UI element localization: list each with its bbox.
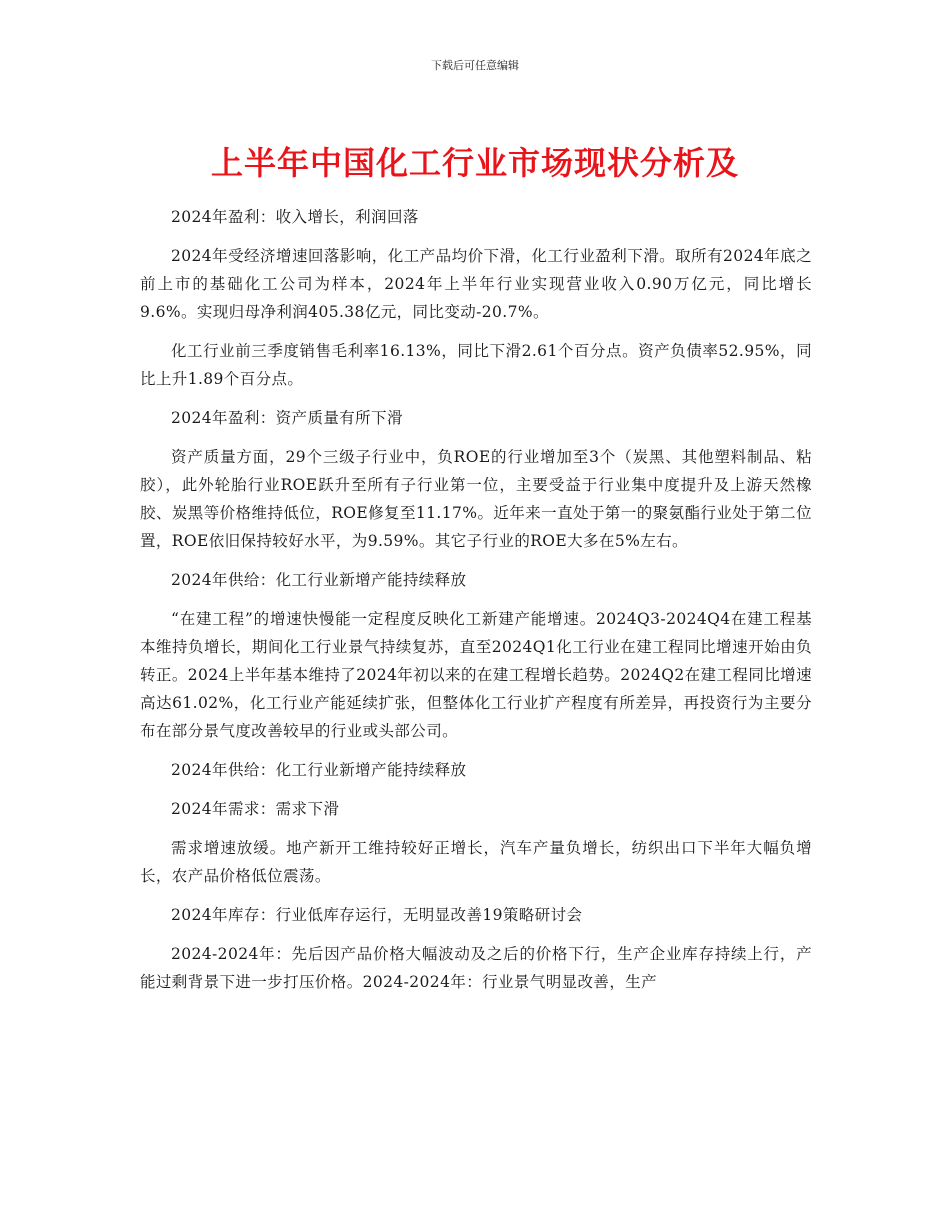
paragraph-gross-margin: 化工行业前三季度销售毛利率16.13%，同比下滑2.61个百分点。资产负债率52.95%，同比上升1.89个百分点。 [140,342,812,388]
section-heading-profit-revenue: 2024年盈利：收入增长，利润回落 [171,208,419,226]
section-heading-supply-repeat: 2024年供给：化工行业新增产能持续释放 [171,761,467,779]
section-heading-asset-quality: 2024年盈利：资产质量有所下滑 [171,409,403,427]
header-note: 下载后可任意编辑 [431,59,519,72]
paragraph-asset-quality: 资产质量方面，29个三级子行业中，负ROE的行业增加至3个（炭黑、其他塑料制品、粘胶），此外轮胎行业ROE跃升至所有子行业第一位，主要受益于行业集中度提升及上游天然橡胶、炭黑等价格维持低位，ROE修复至11.17%。近年来一直处于第一的聚氨酯行业处于第二位置，ROE依旧保持较好水平，为9.59%。其它子行业的ROE大多在5%左右。 [140,448,812,550]
paragraph-construction: “在建工程”的增速快慢能一定程度反映化工新建产能增速。2024Q3-2024Q4在建工程基本维持负增长，期间化工行业景气持续复苏，直至2024Q1化工行业在建工程同比增速开始由负转正。2024上半年基本维持了2024年初以来的在建工程增长趋势。2024Q2在建工程同比增速高达61.02%，化工行业产能延续扩张，但整体化工行业扩产程度有所差异，再投资行为主要分布在部分景气度改善较早的行业或头部公司。 [140,610,812,740]
document-title: 上半年中国化工行业市场现状分析及 [210,144,739,182]
paragraph-inventory: 2024-2024年：先后因产品价格大幅波动及之后的价格下行，生产企业库存持续上行，产能过剩背景下进一步打压价格。2024-2024年：行业景气明显改善，生产 [140,945,812,991]
paragraph-profit-overview: 2024年受经济增速回落影响，化工产品均价下滑，化工行业盈利下滑。取所有2024年底之前上市的基础化工公司为样本，2024年上半年行业实现营业收入0.90万亿元，同比增长9.6%。实现归母净利润405.38亿元，同比变动-20.7%。 [140,247,812,321]
section-heading-supply: 2024年供给：化工行业新增产能持续释放 [171,571,467,589]
document-body [140,203,812,1007]
section-heading-demand: 2024年需求：需求下滑 [171,800,340,818]
paragraph-demand: 需求增速放缓。地产新开工维持较好正增长，汽车产量负增长，纺织出口下半年大幅负增长，农产品价格低位震荡。 [140,839,812,885]
section-heading-inventory: 2024年库存：行业低库存运行，无明显改善19策略研讨会 [171,906,583,924]
